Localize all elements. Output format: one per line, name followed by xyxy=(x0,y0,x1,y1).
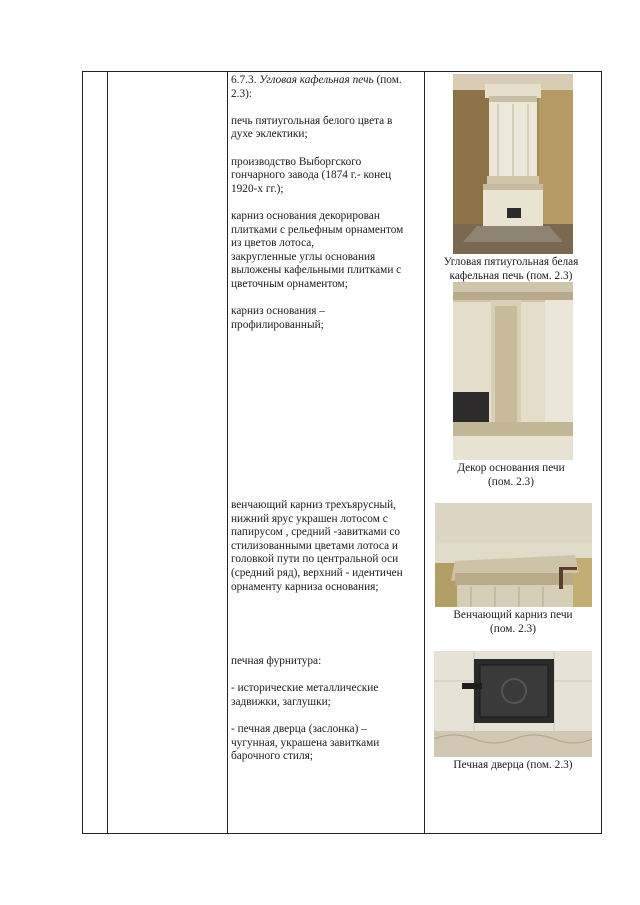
caption-line: (пом. 2.3) xyxy=(488,475,534,488)
text-line: плитками с рельефным орнаментом xyxy=(231,223,404,236)
caption-stove-door xyxy=(428,759,598,773)
caption-base-decor xyxy=(428,462,594,489)
column-divider xyxy=(107,72,108,833)
text-line: карниз основания – xyxy=(231,305,325,318)
text-line: папирусом , средний -завитками со xyxy=(231,526,401,539)
section-title-tail: (пом. xyxy=(373,74,402,86)
base-decor-image xyxy=(453,282,573,460)
stove-door-photo xyxy=(434,651,592,757)
text-line: - исторические металлические xyxy=(231,682,379,695)
caption-line: Угловая пятиугольная белая xyxy=(443,256,579,268)
corner-stove-image xyxy=(453,74,573,254)
column-divider xyxy=(424,72,425,833)
text-line: из цветов лотоса, xyxy=(231,237,315,250)
description-block-cornice xyxy=(231,499,416,594)
section-heading-line2: 2.3): xyxy=(231,87,253,100)
text-line: - печная дверца (заслонка) – xyxy=(231,722,367,735)
text-line: печная фурнитура: xyxy=(231,655,322,667)
text-line: венчающий карниз трехъярусный, xyxy=(231,499,396,511)
cornice-image xyxy=(435,503,592,607)
section-number: 6.7.3. xyxy=(231,74,257,86)
description-block-fittings xyxy=(231,655,416,764)
text-line: карниз основания декорирован xyxy=(231,209,380,222)
text-line: духе эклектики; xyxy=(231,128,308,141)
text-line: выложены кафельными плитками с xyxy=(231,264,402,277)
caption-line: кафельная печь (пом. 2.3) xyxy=(449,269,573,282)
text-line: барочного стиля; xyxy=(231,750,313,763)
text-line: стилизованными цветами лотоса и xyxy=(231,539,398,552)
cornice-photo xyxy=(435,503,592,607)
text-line: закругленные углы основания xyxy=(231,250,376,263)
description-block-main xyxy=(231,74,416,332)
caption-line: Печная дверца (пом. 2.3) xyxy=(453,759,573,771)
text-line: 1920-х гг.); xyxy=(231,182,284,195)
caption-line: (пом. 2.3) xyxy=(490,622,536,635)
section-heading xyxy=(231,74,416,88)
text-line: цветочным орнаментом; xyxy=(231,277,348,290)
text-line: чугунная, украшена завитками xyxy=(231,736,380,749)
text-line: нижний ярус украшен лотосом с xyxy=(231,512,388,525)
stove-door-image xyxy=(434,651,592,757)
section-title: Угловая кафельная печь xyxy=(259,74,374,86)
text-line: задвижки, заглушки; xyxy=(231,695,331,708)
column-divider xyxy=(227,72,228,833)
caption-stove xyxy=(428,256,594,283)
caption-cornice xyxy=(428,609,598,636)
text-line: головкой пути по центральной оси xyxy=(231,553,399,566)
text-line: производство Выборгского xyxy=(231,155,362,168)
base-decor-photo xyxy=(453,282,573,460)
text-line: гончарного завода (1874 г.- конец xyxy=(231,169,392,182)
caption-line: Венчающий карниз печи xyxy=(453,609,573,621)
stove-photo xyxy=(453,74,573,254)
caption-line: Декор основания печи xyxy=(457,462,565,474)
text-line: (средний ряд), верхний - идентичен xyxy=(231,566,403,579)
text-line: профилированный; xyxy=(231,318,324,331)
text-line: орнаменту карниза основания; xyxy=(231,580,379,593)
text-line: печь пятиугольная белого цвета в xyxy=(231,114,393,127)
